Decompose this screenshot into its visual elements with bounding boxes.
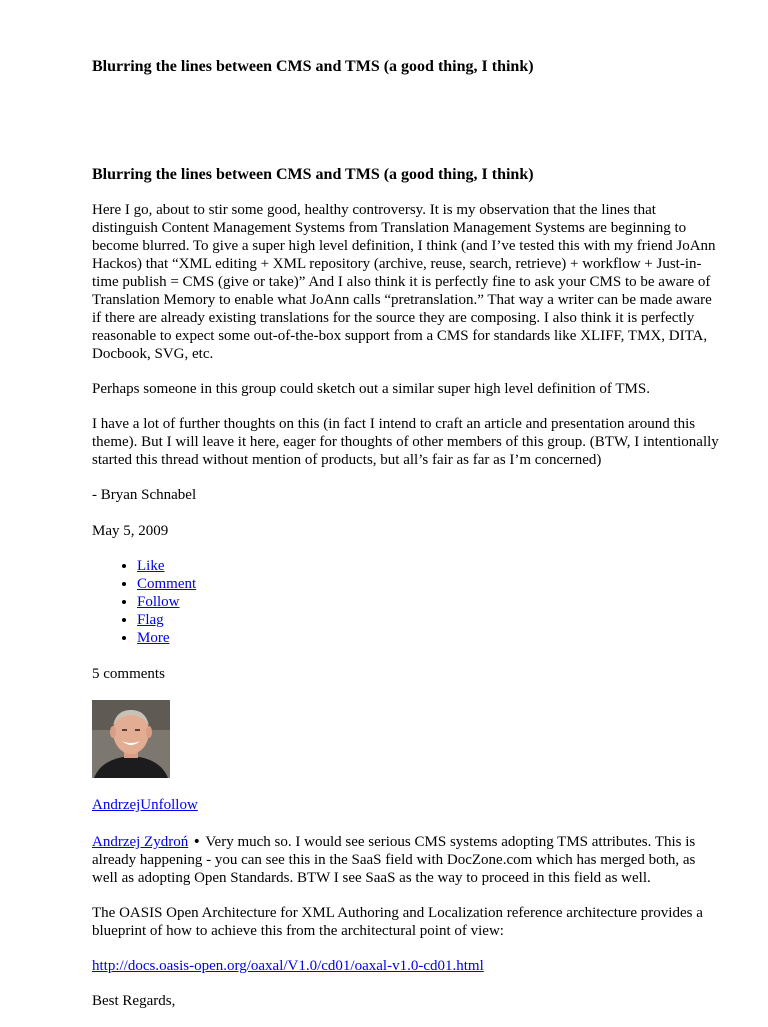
action-item-like	[137, 557, 196, 575]
post-paragraph: Perhaps someone in this group could sketch out a similar super high level definition of TMS.	[92, 381, 650, 397]
commenter-unfollow-link[interactable]: AndrzejUnfollow	[92, 797, 198, 813]
comment-author-link[interactable]: Andrzej Zydroń	[92, 834, 189, 850]
comment-text: Very much so. I would see serious CMS systems adopting TMS attributes. This is already happening - you can see this in the SaaS field with DocZone.com which has merged both, as well as adopting Open Standards. BTW I see SaaS as the way to proceed in this field as well.	[92, 834, 696, 886]
action-item-comment	[137, 575, 196, 593]
comment-body	[92, 833, 722, 1027]
more-link[interactable]: More	[137, 630, 170, 646]
commenter-avatar[interactable]	[92, 700, 170, 778]
post-body	[92, 201, 722, 486]
flag-link[interactable]: Flag	[137, 612, 164, 628]
action-item-flag	[137, 611, 196, 629]
action-item-follow	[137, 593, 196, 611]
comment-closing: Best Regards,	[92, 993, 176, 1009]
oaxal-spec-link[interactable]: http://docs.oasis-open.org/oaxal/V1.0/cd01/oaxal-v1.0-cd01.html	[92, 958, 484, 974]
comment-separator: •	[188, 834, 206, 850]
like-link[interactable]: Like	[137, 558, 165, 574]
post-actions-list	[92, 557, 196, 647]
comment-count: 5 comments	[92, 666, 165, 682]
follow-link[interactable]: Follow	[137, 594, 180, 610]
comment-paragraph	[92, 833, 722, 887]
comment-link[interactable]: Comment	[137, 576, 197, 592]
action-item-more	[137, 629, 196, 647]
person-photo-icon	[92, 700, 170, 778]
post-title: Blurring the lines between CMS and TMS (a good thing, I think)	[92, 166, 534, 183]
comment-paragraph: The OASIS Open Architecture for XML Authoring and Localization reference architecture provides a blueprint of how to achieve this from the architectural point of view:	[92, 905, 703, 939]
commenter-header	[92, 796, 198, 814]
page-title: Blurring the lines between CMS and TMS (a good thing, I think)	[92, 58, 534, 75]
comment-paragraph	[92, 957, 722, 975]
post-date: May 5, 2009	[92, 523, 169, 539]
post-author: - Bryan Schnabel	[92, 487, 197, 503]
post-paragraph: Here I go, about to stir some good, healthy controversy. It is my observation that the lines that distinguish Content Management Systems from Translation Management Systems are beginning to become blurred. To give a super high level definition, I think (and I’ve tested this with my friend JoAnn Hackos) that “XML editing + XML repository (archive, reuse, search, retrieve) + workflow + Just-in-time publish = CMS (give or take)” And I also think it is perfectly fine to ask your CMS to be aware of Translation Memory to enable what JoAnn calls “pretranslation.” That way a writer can be made aware if there are already existing translations for the source they are composing. I also think it is perfectly reasonable to expect some out-of-the-box support from a CMS for standards like XLIFF, TMX, DITA, Docbook, SVG, etc.	[92, 202, 716, 362]
post-paragraph: I have a lot of further thoughts on this (in fact I intend to craft an article and presentation around this theme). But I will leave it here, eager for thoughts of other members of this group. (BTW, I intentionally started this thread without mention of products, but all’s fair as far as I’m concerned)	[92, 416, 719, 468]
